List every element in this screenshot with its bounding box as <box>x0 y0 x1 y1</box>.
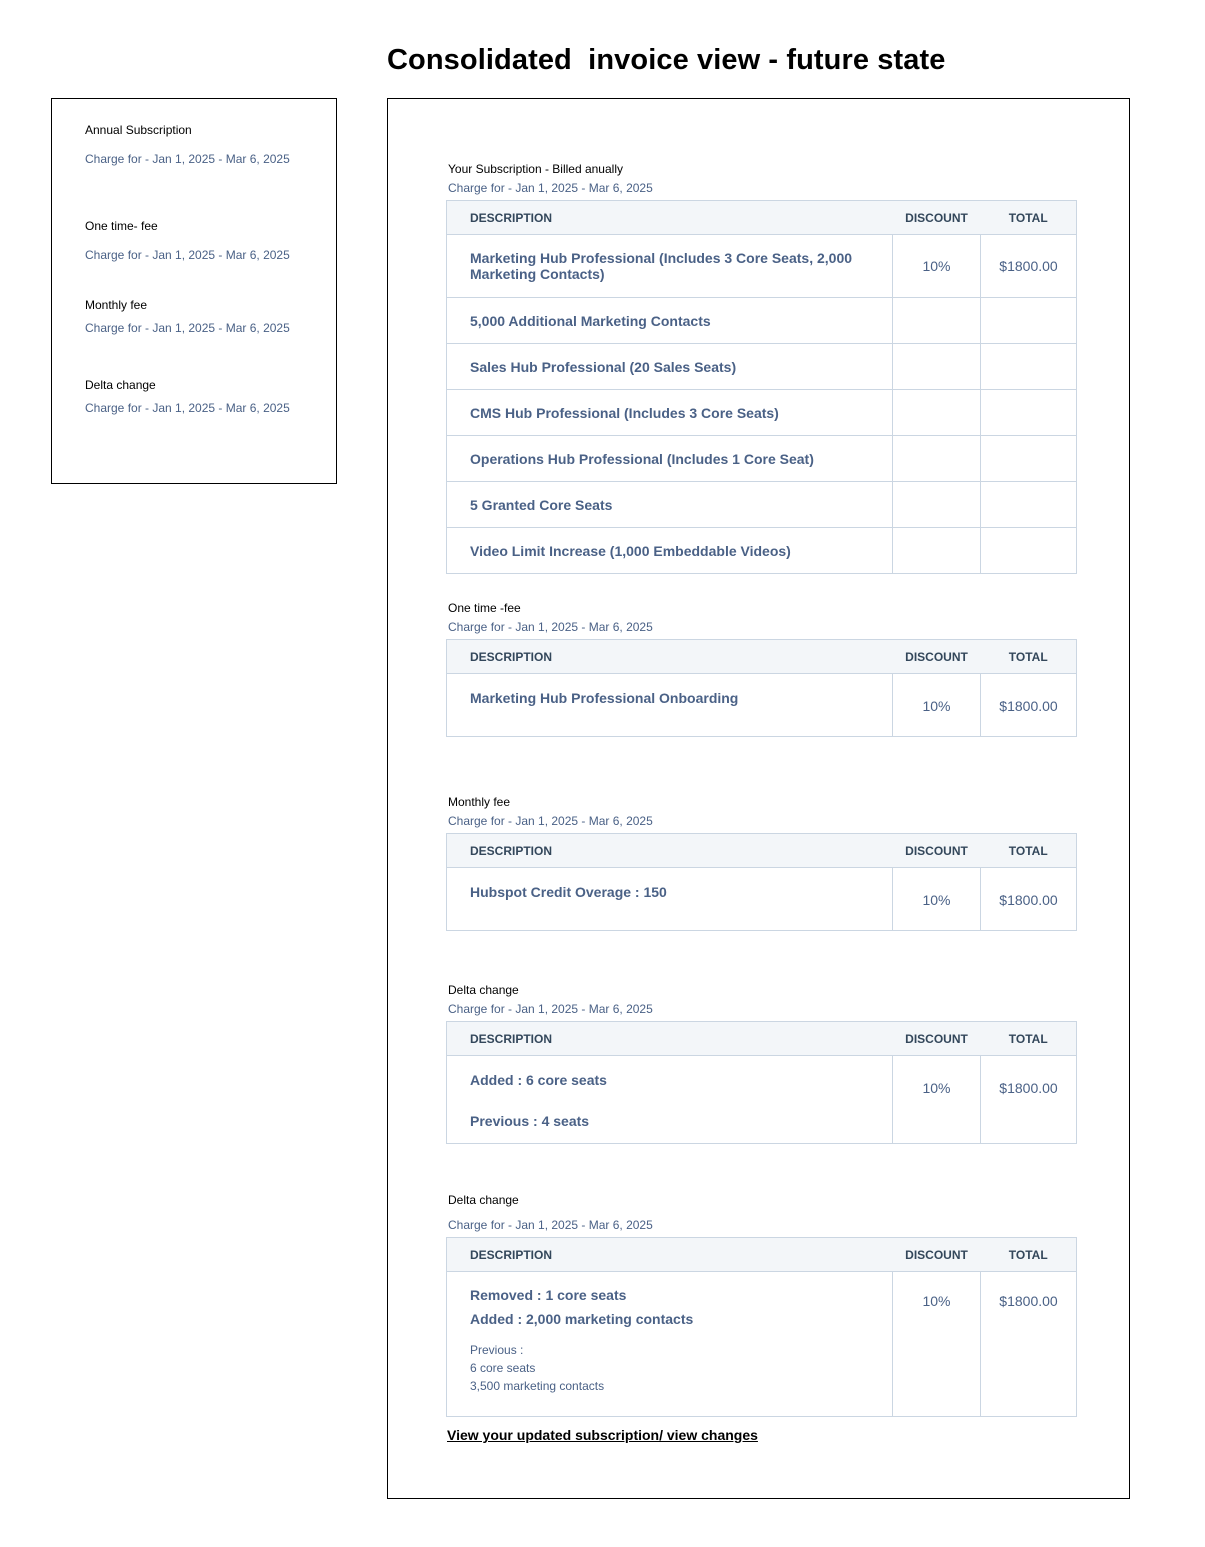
table-row <box>447 235 1077 298</box>
column-total: TOTAL <box>981 201 1077 235</box>
added-line: Added : 6 core seats <box>470 1072 607 1088</box>
column-discount: DISCOUNT <box>893 834 981 868</box>
row-total <box>981 390 1077 436</box>
section-date: Charge for - Jan 1, 2025 - Mar 6, 2025 <box>448 620 653 634</box>
table-row <box>447 1272 1077 1417</box>
row-description: 5,000 Additional Marketing Contacts <box>447 298 893 344</box>
section-title: Monthly fee <box>448 795 511 809</box>
row-discount <box>893 344 981 390</box>
table-row <box>447 344 1077 390</box>
table-row <box>447 674 1077 737</box>
row-total: $1800.00 <box>981 868 1077 931</box>
column-description: DESCRIPTION <box>447 201 893 235</box>
section-date: Charge for - Jan 1, 2025 - Mar 6, 2025 <box>448 1002 653 1016</box>
table-row <box>447 482 1077 528</box>
row-description: Video Limit Increase (1,000 Embeddable Videos) <box>447 528 893 574</box>
table-row <box>447 1056 1077 1144</box>
row-total <box>981 482 1077 528</box>
section-title: Delta change <box>448 1193 519 1207</box>
sidebar-item-delta[interactable] <box>85 378 290 415</box>
added-line: Added : 2,000 marketing contacts <box>470 1311 694 1327</box>
row-description: Hubspot Credit Overage : 150 <box>447 868 893 931</box>
row-discount <box>893 528 981 574</box>
row-total: $1800.00 <box>981 235 1077 298</box>
row-total <box>981 528 1077 574</box>
column-total: TOTAL <box>981 1022 1077 1056</box>
row-description: Marketing Hub Professional Onboarding <box>447 674 893 737</box>
sidebar-item-date: Charge for - Jan 1, 2025 - Mar 6, 2025 <box>85 321 290 335</box>
sidebar-item-annual[interactable] <box>85 123 290 166</box>
sidebar-item-label: Delta change <box>85 378 156 392</box>
column-description: DESCRIPTION <box>447 1238 893 1272</box>
row-total <box>981 436 1077 482</box>
table-row <box>447 868 1077 931</box>
delta-change-section <box>446 1193 1076 1393</box>
column-description: DESCRIPTION <box>447 1022 893 1056</box>
sidebar-item-date: Charge for - Jan 1, 2025 - Mar 6, 2025 <box>85 152 290 166</box>
delta-change-table <box>446 1021 1077 1144</box>
row-total: $1800.00 <box>981 1272 1077 1417</box>
column-discount: DISCOUNT <box>893 640 981 674</box>
row-total <box>981 344 1077 390</box>
row-description <box>447 1056 893 1144</box>
previous-line: Previous : 4 seats <box>470 1113 590 1129</box>
sidebar-item-label: Monthly fee <box>85 298 148 312</box>
subscription-section <box>446 162 1076 559</box>
sidebar-item-label: Annual Subscription <box>85 123 192 137</box>
previous-item: 3,500 marketing contacts <box>470 1379 605 1393</box>
monthly-table <box>446 833 1077 931</box>
row-description: Marketing Hub Professional (Includes 3 Core Seats, 2,000 Marketing Contacts) <box>447 235 893 298</box>
table-row <box>447 436 1077 482</box>
invoice-panel <box>387 98 1130 1499</box>
table-header <box>447 640 1077 674</box>
row-description: Sales Hub Professional (20 Sales Seats) <box>447 344 893 390</box>
table-row <box>447 528 1077 574</box>
removed-line: Removed : 1 core seats <box>470 1287 627 1303</box>
section-title: Delta change <box>448 983 519 997</box>
column-discount: DISCOUNT <box>893 1022 981 1056</box>
column-discount: DISCOUNT <box>893 201 981 235</box>
section-date: Charge for - Jan 1, 2025 - Mar 6, 2025 <box>448 814 653 828</box>
previous-item: 6 core seats <box>470 1361 536 1375</box>
column-description: DESCRIPTION <box>447 834 893 868</box>
table-header <box>447 201 1077 235</box>
row-discount: 10% <box>893 868 981 931</box>
table-row <box>447 298 1077 344</box>
row-discount <box>893 390 981 436</box>
sidebar-item-date: Charge for - Jan 1, 2025 - Mar 6, 2025 <box>85 248 290 262</box>
sidebar-item-label: One time- fee <box>85 219 158 233</box>
one-time-section <box>446 601 1076 714</box>
row-description: CMS Hub Professional (Includes 3 Core Seats) <box>447 390 893 436</box>
section-title: One time -fee <box>448 601 521 615</box>
delta-change-section <box>446 983 1076 1129</box>
one-time-table <box>446 639 1077 737</box>
subscription-table <box>446 200 1077 574</box>
sidebar-panel <box>51 98 337 484</box>
table-row <box>447 390 1077 436</box>
row-discount <box>893 482 981 528</box>
previous-label: Previous : <box>470 1343 524 1357</box>
table-header <box>447 1022 1077 1056</box>
column-discount: DISCOUNT <box>893 1238 981 1272</box>
sidebar-item-monthly[interactable] <box>85 298 290 335</box>
table-header <box>447 1238 1077 1272</box>
row-description <box>447 1272 893 1417</box>
row-discount <box>893 436 981 482</box>
row-discount: 10% <box>893 1056 981 1144</box>
row-discount <box>893 298 981 344</box>
column-total: TOTAL <box>981 640 1077 674</box>
sidebar-item-date: Charge for - Jan 1, 2025 - Mar 6, 2025 <box>85 401 290 415</box>
row-total <box>981 298 1077 344</box>
row-discount: 10% <box>893 674 981 737</box>
page-title: Consolidated invoice view - future state <box>387 44 946 76</box>
table-header <box>447 834 1077 868</box>
section-date: Charge for - Jan 1, 2025 - Mar 6, 2025 <box>448 1218 653 1232</box>
column-description: DESCRIPTION <box>447 640 893 674</box>
monthly-section <box>446 795 1076 908</box>
view-subscription-link[interactable]: View your updated subscription/ view changes <box>447 1427 758 1443</box>
sidebar-item-one-time[interactable] <box>85 219 290 262</box>
row-description: Operations Hub Professional (Includes 1 Core Seat) <box>447 436 893 482</box>
row-discount: 10% <box>893 235 981 298</box>
delta-change-table <box>446 1237 1077 1417</box>
row-description: 5 Granted Core Seats <box>447 482 893 528</box>
section-title: Your Subscription - Billed anually <box>448 162 623 176</box>
row-discount: 10% <box>893 1272 981 1417</box>
section-date: Charge for - Jan 1, 2025 - Mar 6, 2025 <box>448 181 653 195</box>
column-total: TOTAL <box>981 834 1077 868</box>
column-total: TOTAL <box>981 1238 1077 1272</box>
row-total: $1800.00 <box>981 674 1077 737</box>
row-total: $1800.00 <box>981 1056 1077 1144</box>
